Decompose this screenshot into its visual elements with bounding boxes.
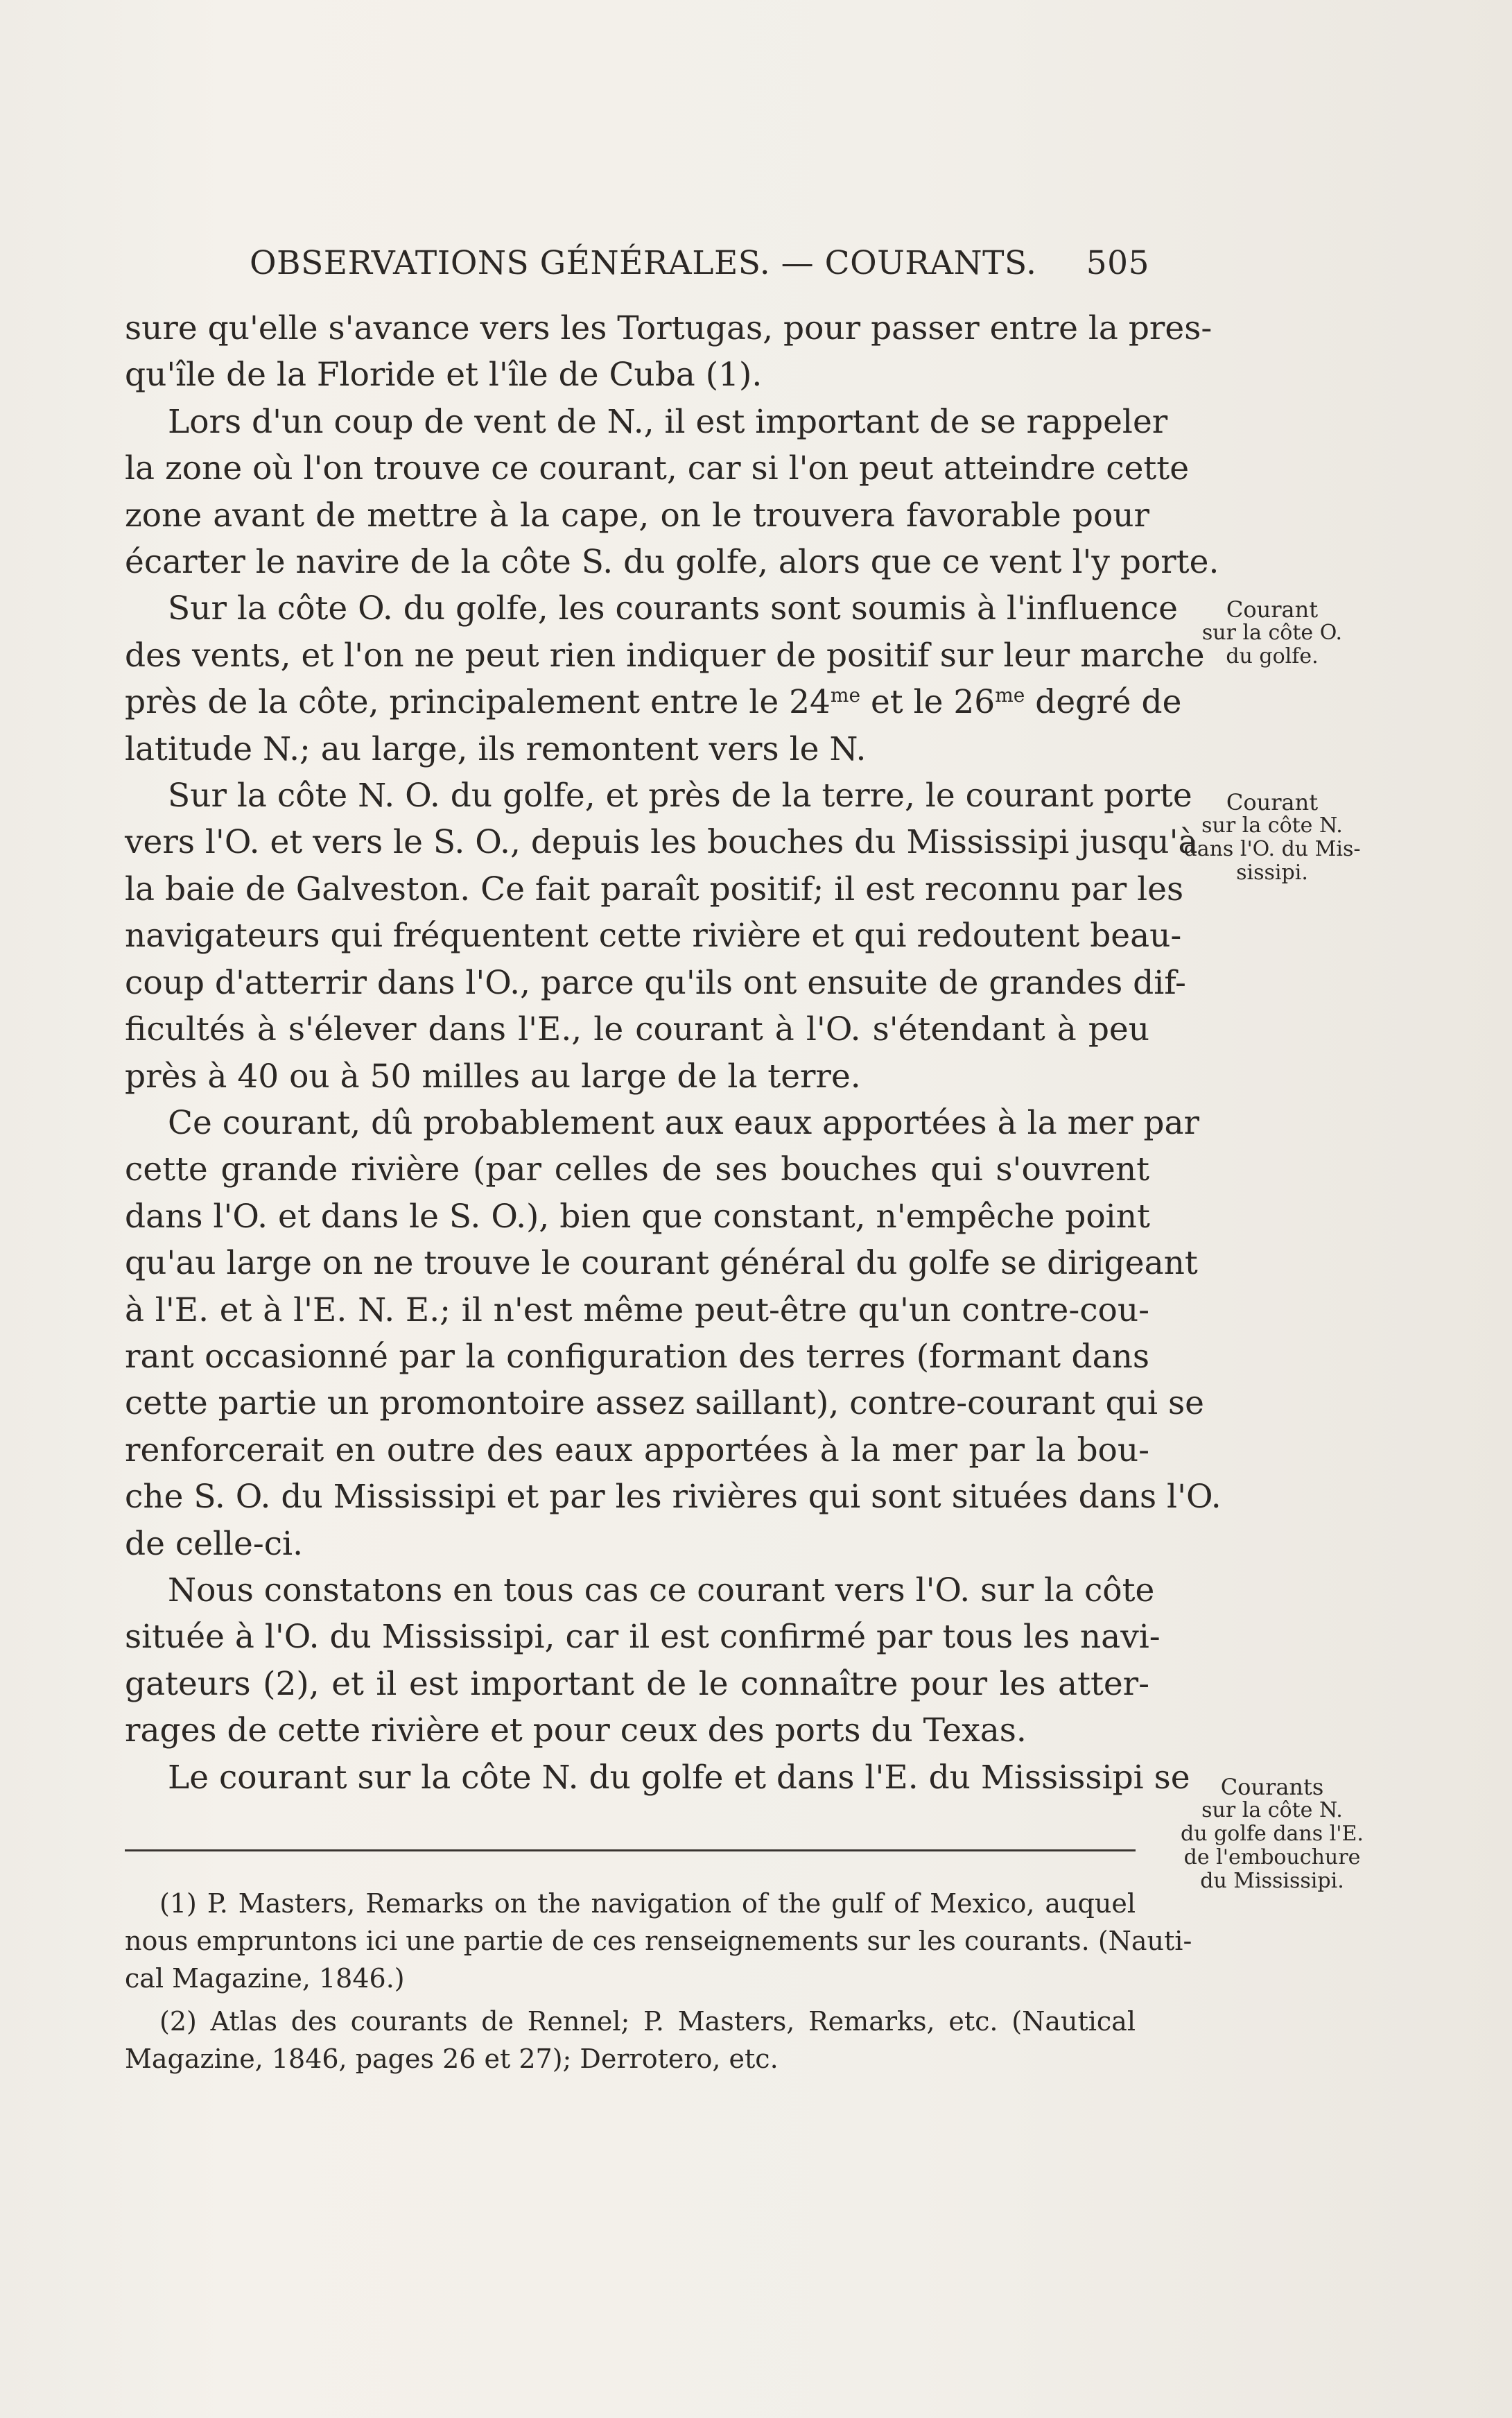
text-line: écarter le navire de la côte S. du golfe, alors que ce vent l'y porte. [125,543,1219,582]
footnote-rule [125,1849,1136,1851]
text-line: cette grande rivière (par celles de ses bouches qui s'ouvrent [125,1150,1149,1189]
text-fragment: degré de [1025,683,1182,722]
superscript: me [995,684,1025,707]
margin-note-line: sur la côte N. [1201,1798,1343,1822]
margin-note-line: du golfe. [1226,644,1319,668]
paragraph [125,772,1198,1100]
footnote [125,1885,1192,1997]
paragraph [125,1100,1222,1567]
footnote-line: Magazine, 1846, pages 26 et 27); Derrotero, etc. [125,2044,779,2074]
text-line: zone avant de mettre à la cape, on le trouvera favorable pour [125,496,1149,535]
footnote [125,2003,1136,2078]
text-line: dans l'O. et dans le S. O.), bien que constant, n'empêche point [125,1197,1150,1236]
header-title: OBSERVATIONS GÉNÉRALES. — COURANTS. [250,244,1037,282]
text-line: rant occasionné par la configuration des terres (formant dans [125,1337,1149,1376]
text-line: Ce courant, dû probablement aux eaux apportées à la mer par [168,1103,1199,1142]
text-line: Sur la côte O. du golfe, les courants sont soumis à l'influence [168,589,1178,628]
text-line: cette partie un promontoire assez saillant), contre-courant qui se [125,1384,1204,1423]
footnote-line: nous empruntons ici une partie de ces renseignements sur les courants. (Nauti- [125,1926,1192,1956]
text-line: Lors d'un coup de vent de N., il est important de se rappeler [168,402,1168,441]
text-line: rages de cette rivière et pour ceux des ports du Texas. [125,1711,1027,1750]
margin-note [1179,791,1366,885]
margin-note-line: Courants [1220,1774,1324,1800]
margin-note [1179,1775,1366,1893]
footnote-line: cal Magazine, 1846.) [125,1963,405,1994]
text-line: latitude N.; au large, ils remontent vers le N. [125,729,867,768]
text-line: vers l'O. et vers le S. O., depuis les bouches du Mississipi jusqu'à [125,823,1198,862]
margin-note-line: sissipi. [1236,861,1308,885]
text-line: gateurs (2), et il est important de le connaître pour les atter- [125,1664,1149,1703]
text-line: sure qu'elle s'avance vers les Tortugas, pour passer entre la pres- [125,309,1213,347]
footnote-line: (1) P. Masters, Remarks on the navigation of the gulf of Mexico, auquel [159,1888,1136,1919]
margin-note [1179,598,1366,668]
text-fragment: près de la côte, principalement entre le 24 [125,683,831,722]
margin-note-line: Courant [1226,596,1319,623]
text-line: Le courant sur la côte N. du golfe et dans l'E. du Mississipi se [168,1758,1190,1797]
text-line: qu'au large on ne trouve le courant général du golfe se dirigeant [125,1244,1198,1283]
text-line: de celle-ci. [125,1524,304,1563]
text-line: ficultés à s'élever dans l'E., le courant à l'O. s'étendant à peu [125,1010,1149,1049]
superscript: me [830,684,861,707]
margin-note-line: de l'embouchure [1183,1845,1361,1869]
margin-note-line: dans l'O. du Mis- [1183,837,1361,861]
paragraph [125,305,1213,399]
paragraph [125,585,1205,772]
text-line: Nous constatons en tous cas ce courant vers l'O. sur la côte [168,1571,1155,1609]
text-line: renforcerait en outre des eaux apportées à la mer par la bou- [125,1431,1149,1469]
text-line: près à 40 ou à 50 milles au large de la terre. [125,1057,861,1096]
text-line [125,679,1182,725]
paragraph [125,399,1219,586]
text-line: la zone où l'on trouve ce courant, car si l'on peut atteindre cette [125,449,1190,488]
margin-note-line: du Mississipi. [1200,1869,1344,1893]
text-line: qu'île de la Floride et l'île de Cuba (1). [125,356,763,395]
text-line: des vents, et l'on ne peut rien indiquer de positif sur leur marche [125,636,1205,675]
footnotes [125,1885,1192,2083]
text-fragment: et le 26 [860,683,996,722]
text-line: che S. O. du Mississipi et par les rivières qui sont situées dans l'O. [125,1478,1222,1517]
paragraph [125,1567,1161,1754]
text-line: Sur la côte N. O. du golfe, et près de la terre, le courant porte [168,777,1192,815]
text-line: à l'E. et à l'E. N. E.; il n'est même peut-être qu'un contre-cou- [125,1290,1149,1329]
paragraph [125,1754,1190,1801]
body-text [125,305,1222,1801]
margin-note-line: Courant [1226,789,1319,815]
page-number: 505 [1086,244,1149,282]
text-line: située à l'O. du Mississipi, car il est confirmé par tous les navi- [125,1618,1161,1657]
text-line: navigateurs qui fréquentent cette rivière et qui redoutent beau- [125,917,1182,956]
margin-note-line: sur la côte O. [1201,621,1343,645]
footnote-line: (2) Atlas des courants de Rennel; P. Masters, Remarks, etc. (Nautical [159,2006,1136,2037]
margin-note-line: du golfe dans l'E. [1181,1822,1364,1846]
text-line: la baie de Galveston. Ce fait paraît positif; il est reconnu par les [125,870,1184,908]
margin-note-line: sur la côte N. [1201,813,1343,838]
text-line: coup d'atterrir dans l'O., parce qu'ils ont ensuite de grandes dif- [125,963,1186,1002]
